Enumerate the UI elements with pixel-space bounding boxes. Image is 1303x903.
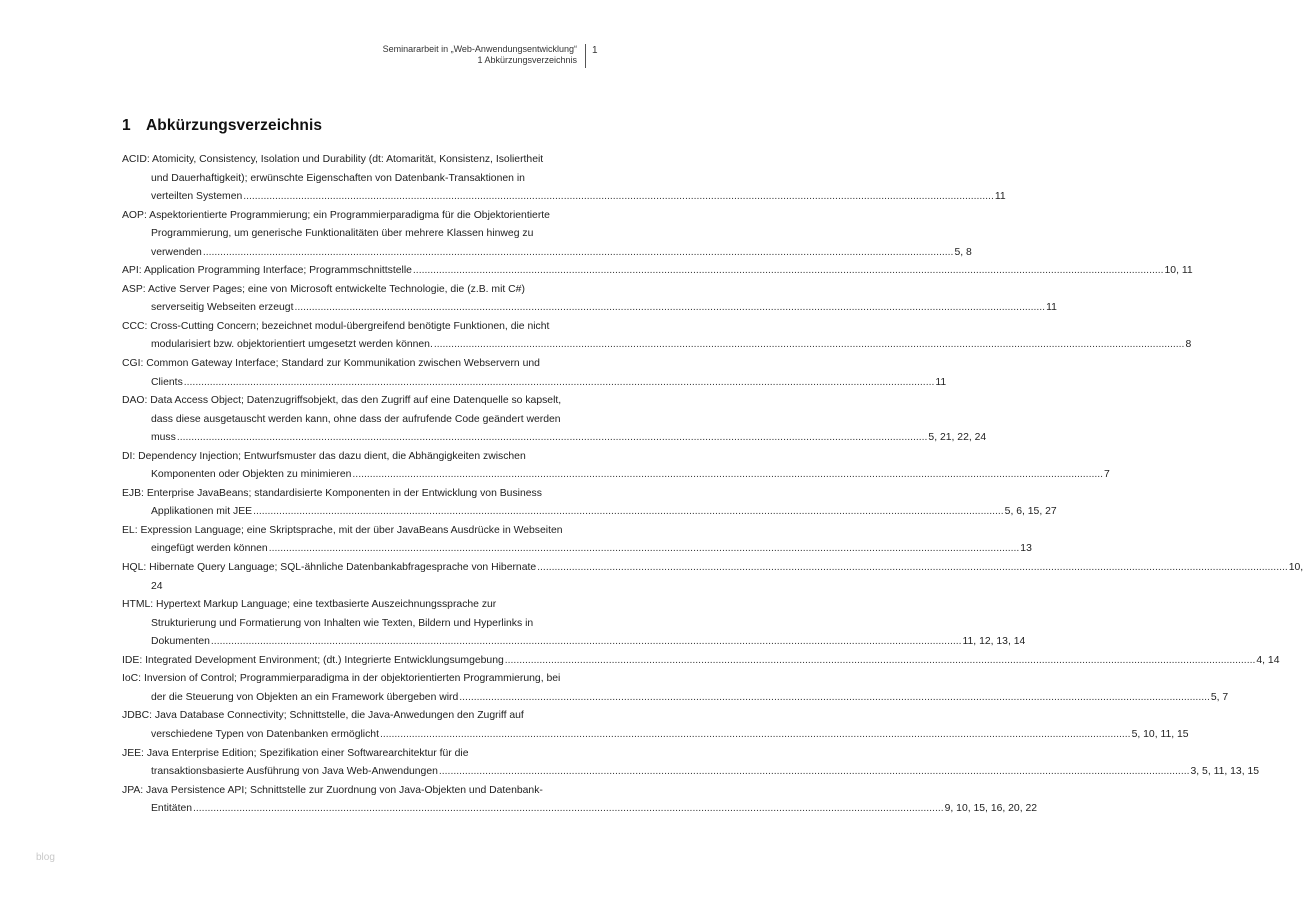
- abbreviation-entry: [122, 207, 972, 263]
- entry-line: [122, 800, 1038, 819]
- page-references: 5, 8: [954, 246, 972, 258]
- abbreviation-list: [122, 151, 1303, 819]
- entry-text: verschiedene Typen von Datenbanken ermöglicht: [151, 728, 379, 740]
- dot-leader: ....................................................................................................................................................................................................................................................................: [176, 432, 928, 444]
- dot-leader: ....................................................................................................................................................................................................................................................................: [352, 469, 1104, 481]
- entry-text: 24: [151, 580, 163, 592]
- abbreviation-entry: [122, 392, 987, 448]
- entry-text: modularisiert bzw. objektorientiert umgesetzt werden können.: [151, 339, 433, 351]
- page-number: 1: [592, 45, 598, 56]
- entry-text: serverseitig Webseiten erzeugt: [151, 302, 294, 314]
- abbreviation-entry: [122, 281, 1057, 318]
- entry-text: Programmierung, um generische Funktionalitäten über mehrere Klassen hinweg zu: [151, 228, 534, 240]
- abbreviation-entry: [122, 522, 1032, 559]
- abbreviation-entry: [122, 596, 1026, 652]
- entry-line: [122, 392, 578, 411]
- entry-line: [122, 707, 578, 726]
- page-references: 10,: [1288, 562, 1303, 574]
- page-references: 11: [994, 191, 1006, 203]
- entry-text: HTML: Hypertext Markup Language; eine textbasierte Auszeichnungssprache zur: [122, 599, 497, 611]
- entry-line: [122, 374, 947, 393]
- entry-text: verteilten Systemen: [151, 191, 243, 203]
- entry-text: Strukturierung und Formatierung von Inhalten wie Texten, Bildern und Hyperlinks in: [151, 617, 534, 629]
- entry-text: DAO: Data Access Object; Datenzugriffsobjekt, das den Zugriff auf eine Datenquelle so kapselt,: [122, 395, 562, 407]
- header-line-2: 1 Abkürzungsverzeichnis: [477, 55, 577, 65]
- abbreviation-entry: [122, 559, 1303, 596]
- page-references: 11: [935, 376, 947, 388]
- dot-leader: ....................................................................................................................................................................................................................................................................: [210, 636, 962, 648]
- page-references: 5, 6, 15, 27: [1004, 506, 1057, 518]
- entry-line: [122, 299, 1057, 318]
- abbreviation-entry: [122, 745, 1260, 782]
- section-title-text: Abkürzungsverzeichnis: [146, 117, 323, 134]
- entry-text: IoC: Inversion of Control; Programmierparadigma in der objektorientierten Programmierung, bei: [122, 673, 561, 685]
- running-header: [383, 44, 586, 68]
- entry-text: Dokumenten: [151, 636, 210, 648]
- section-number: 1: [122, 117, 131, 134]
- entry-line: [122, 225, 578, 244]
- page-references: 7: [1104, 469, 1110, 481]
- entry-line: [122, 763, 1260, 782]
- entry-text: dass diese ausgetauscht werden kann, ohne dass der aufrufende Code geändert werden: [151, 413, 561, 425]
- entry-line: [122, 559, 1303, 578]
- dot-leader: ....................................................................................................................................................................................................................................................................: [504, 654, 1256, 666]
- dot-leader: ....................................................................................................................................................................................................................................................................: [253, 506, 1004, 518]
- entry-line: [122, 336, 1192, 355]
- dot-leader: ....................................................................................................................................................................................................................................................................: [459, 691, 1210, 703]
- entry-text: der die Steuerung von Objekten an ein Framework übergeben wird: [151, 691, 459, 703]
- page-references: 5, 10, 11, 15: [1131, 728, 1189, 740]
- entry-line: [122, 355, 578, 374]
- entry-line: [122, 170, 578, 189]
- entry-text: HQL: Hibernate Query Language; SQL-ähnliche Datenbankabfragesprache von Hibernate: [122, 562, 537, 574]
- entry-text: CCC: Cross-Cutting Concern; bezeichnet modul-übergreifend benötigte Funktionen, die nicht: [122, 320, 550, 332]
- entry-line: [122, 596, 578, 615]
- entry-text: muss: [151, 432, 176, 444]
- abbreviation-entry: [122, 151, 1006, 207]
- entry-line: [122, 448, 578, 467]
- entry-line: [122, 485, 578, 504]
- dot-leader: ....................................................................................................................................................................................................................................................................: [412, 265, 1164, 277]
- entry-line: [122, 522, 578, 541]
- page-references: 8: [1185, 339, 1192, 351]
- entry-text: JDBC: Java Database Connectivity; Schnittstelle, die Java-Anwedungen den Zugriff auf: [122, 710, 524, 722]
- entry-text: ACID: Atomicity, Consistency, Isolation und Durability (dt: Atomarität, Konsistenz, Isoliertheit: [122, 154, 544, 165]
- entry-text: JEE: Java Enterprise Edition; Spezifikation einer Softwarearchitektur für die: [122, 747, 469, 759]
- entry-text: Komponenten oder Objekten zu minimieren: [151, 469, 352, 481]
- entry-line: [122, 244, 972, 263]
- abbreviation-entry: [122, 485, 1057, 522]
- entry-text: DI: Dependency Injection; Entwurfsmuster das dazu dient, die Abhängigkeiten zwischen: [122, 450, 526, 462]
- abbreviation-entry: [122, 355, 947, 392]
- dot-leader: ....................................................................................................................................................................................................................................................................: [438, 766, 1190, 778]
- entry-text: IDE: Integrated Development Environment; (dt.) Integrierte Entwicklungsumgebung: [122, 654, 504, 666]
- entry-line: [122, 578, 578, 597]
- entry-line: [122, 262, 1193, 281]
- entry-text: CGI: Common Gateway Interface; Standard zur Kommunikation zwischen Webservern und: [122, 358, 540, 370]
- entry-text: AOP: Aspektorientierte Programmierung; ein Programmierparadigma für die Objektorientierte: [122, 209, 550, 221]
- entry-line: [122, 745, 578, 764]
- entry-line: [122, 670, 578, 689]
- dot-leader: ....................................................................................................................................................................................................................................................................: [294, 302, 1046, 314]
- entry-text: Clients: [151, 376, 183, 388]
- entry-line: [122, 782, 578, 801]
- dot-leader: ....................................................................................................................................................................................................................................................................: [268, 543, 1020, 555]
- entry-text: ASP: Active Server Pages; eine von Microsoft entwickelte Technologie, die (z.B. mit C#): [122, 283, 525, 295]
- entry-line: [122, 429, 987, 448]
- entry-line: [122, 207, 578, 226]
- dot-leader: ....................................................................................................................................................................................................................................................................: [202, 246, 954, 258]
- page-references: 5, 7: [1210, 691, 1229, 703]
- entry-line: [122, 318, 578, 337]
- page-references: 3, 5, 11, 13, 15: [1190, 766, 1260, 778]
- abbreviation-entry: [122, 707, 1189, 744]
- entry-line: [122, 281, 578, 300]
- abbreviation-entry: [122, 262, 1193, 281]
- page-references: 5, 21, 22, 24: [928, 432, 987, 444]
- page-references: 4, 14: [1256, 654, 1280, 666]
- page-references: 13: [1020, 543, 1032, 555]
- entry-line: [122, 652, 1280, 671]
- entry-text: JPA: Java Persistence API; Schnittstelle zur Zuordnung von Java-Objekten und Datenbank-: [122, 784, 543, 796]
- entry-line: [122, 540, 1032, 559]
- dot-leader: ....................................................................................................................................................................................................................................................................: [243, 191, 994, 203]
- entry-text: API: Application Programming Interface; Programmschnittstelle: [122, 265, 412, 277]
- entry-text: Applikationen mit JEE: [151, 506, 253, 518]
- abbreviation-entry: [122, 652, 1280, 671]
- entry-text: Entitäten: [151, 803, 193, 815]
- dot-leader: ....................................................................................................................................................................................................................................................................: [433, 339, 1185, 351]
- page-references: 9, 10, 15, 16, 20, 22: [944, 803, 1038, 815]
- entry-line: [122, 615, 578, 634]
- entry-line: [122, 411, 578, 430]
- entry-text: transaktionsbasierte Ausführung von Java Web-Anwendungen: [151, 766, 438, 778]
- entry-line: [122, 188, 1006, 207]
- entry-text: EJB: Enterprise JavaBeans; standardisierte Komponenten in der Entwicklung von Business: [122, 487, 542, 499]
- watermark: blog: [36, 852, 55, 863]
- dot-leader: ....................................................................................................................................................................................................................................................................: [537, 562, 1288, 574]
- header-line-1: Seminararbeit in „Web-Anwendungsentwicklung“: [382, 44, 577, 54]
- entry-text: EL: Expression Language; eine Skriptsprache, mit der über JavaBeans Ausdrücke in Webseiten: [122, 524, 563, 536]
- abbreviation-entry: [122, 782, 1038, 819]
- dot-leader: ....................................................................................................................................................................................................................................................................: [183, 376, 935, 388]
- entry-line: [122, 503, 1057, 522]
- entry-line: [122, 726, 1189, 745]
- entry-line: [122, 466, 1110, 485]
- dot-leader: ....................................................................................................................................................................................................................................................................: [379, 728, 1131, 740]
- abbreviation-entry: [122, 318, 1192, 355]
- entry-text: und Dauerhaftigkeit); erwünschte Eigenschaften von Datenbank-Transaktionen in: [151, 172, 525, 184]
- page-references: 10, 11: [1164, 265, 1193, 277]
- entry-text: eingefügt werden können: [151, 543, 268, 555]
- page-references: 11: [1046, 302, 1057, 314]
- section-title: [122, 117, 322, 135]
- entry-line: [122, 633, 1026, 652]
- page-references: 11, 12, 13, 14: [962, 636, 1026, 648]
- abbreviation-entry: [122, 448, 1110, 485]
- abbreviation-entry: [122, 670, 1229, 707]
- entry-line: [122, 689, 1229, 708]
- entry-text: verwenden: [151, 246, 202, 258]
- dot-leader: ....................................................................................................................................................................................................................................................................: [193, 803, 944, 815]
- entry-line: [122, 151, 578, 170]
